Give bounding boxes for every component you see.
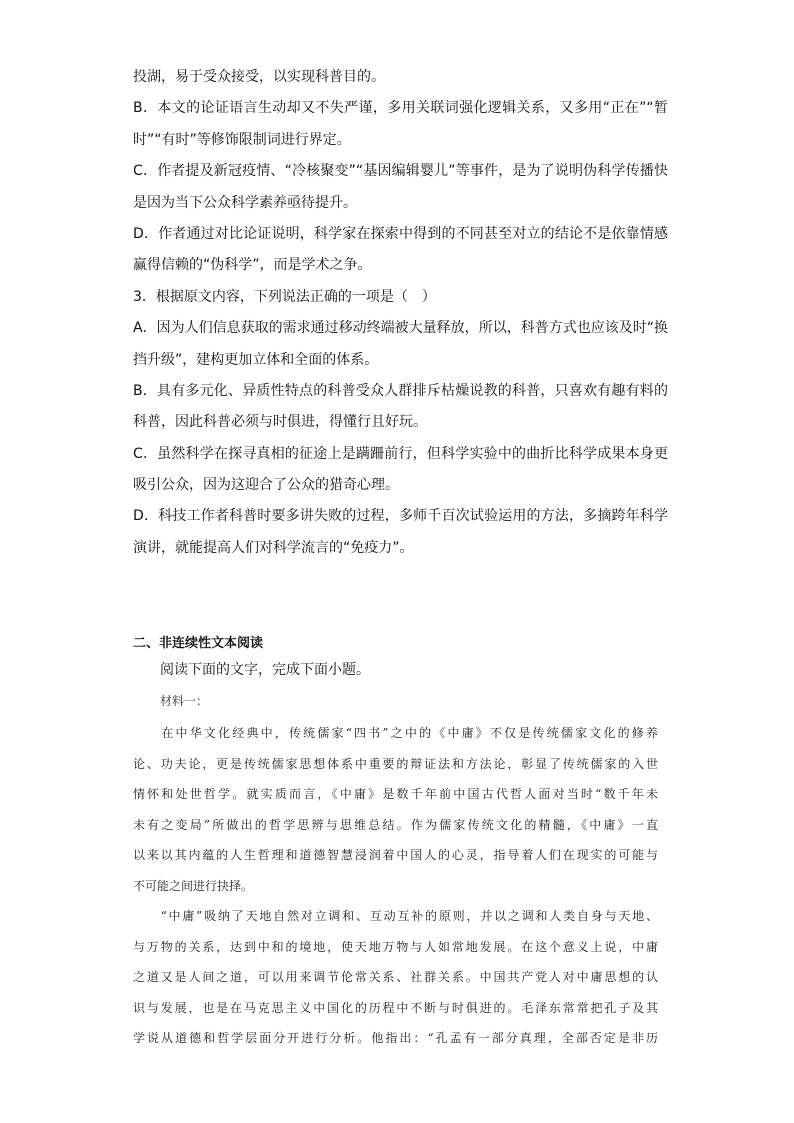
- option-text-line: 赢得信赖的“伪科学”，而是学术之争。: [133, 257, 372, 274]
- passage-line: 未有之变局”所做出的哲学思辨与思维总结。作为儒家传统文化的精髓，《中庸》一直: [133, 817, 658, 832]
- option-a-line: A．因为人们信息获取的需求通过移动终端被大量释放，所以，科普方式也应该及时“换: [133, 320, 668, 337]
- passage-line: 学说从道德和哲学层面分开进行分析。他指出：“孔孟有一部分真理，全部否定是非历: [133, 1031, 658, 1045]
- section-heading: 二、非连续性文本阅读: [133, 636, 264, 651]
- option-text-line: 演讲，就能提高人们对科学流言的“免疫力”。: [133, 539, 414, 556]
- passage-line: 论、功夫论，更是传统儒家思想体系中重要的辩证法和方法论，彰显了传统儒家的入世: [133, 756, 658, 771]
- question-options-block: [133, 62, 668, 564]
- option-b-line: B．具有多元化、异质性特点的科普受众人群排斥枯燥说教的科普，只喜欢有趣有料的: [133, 382, 668, 399]
- question-3-stem: 3．根据原文内容，下列说法正确的一项是（ ）: [133, 288, 436, 305]
- option-c-line: C．虽然科学在探寻真相的征途上是蹒跚前行，但科学实验中的曲折比科学成果本身更: [133, 445, 668, 462]
- passage-line: “中庸”吸纳了天地自然对立调和、互动互补的原则，并以之调和人类自身与天地、: [133, 909, 658, 923]
- option-d-line: D．作者通过对比论证说明，科学家在探索中得到的不同甚至对立的结论不是依靠情感: [133, 225, 668, 242]
- material-label: 材料一：: [160, 694, 209, 708]
- passage-line: 以来以其内蕴的人生哲理和道德智慧浸润着中国人的心灵，指导着人们在现实的可能与: [133, 848, 658, 862]
- option-b-line: B．本文的论证语言生动却又不失严谨，多用关联词强化逻辑关系，又多用“正在”“暂: [133, 100, 668, 117]
- passage-line: 识与发展，也是在马克思主义中国化的历程中不断与时俱进的。毛泽东常常把孔子及其: [133, 1000, 658, 1015]
- option-text-line: 投湖，易于受众接受，以实现科普目的。: [133, 69, 385, 85]
- option-text-line: 时”“有时”等修饰限制词进行界定。: [133, 131, 351, 148]
- option-text-line: 是因为当下公众科学素养亟待提升。: [133, 194, 357, 211]
- passage-line: 之道又是人间之道，可以用来调节伦常关系、社群关系。中国共产党人对中庸思想的认: [133, 970, 658, 984]
- option-text-line: 吸引公众，因为这迎合了公众的猎奇心理。: [133, 477, 399, 494]
- passage-line: 在中华文化经典中，传统儒家“四书”之中的《中庸》不仅是传统儒家文化的修养: [133, 726, 658, 740]
- option-d-line: D．科技工作者科普时要多讲失败的过程，多师千百次试验运用的方法，多摘跨年科学: [133, 508, 668, 525]
- option-text-line: 科普，因此科普必须与时俱进，得懂行且好玩。: [133, 414, 427, 431]
- section-instruction: 阅读下面的文字，完成下面小题。: [160, 662, 370, 678]
- option-text-line: 挡升级”，建构更加立体和全面的体系。: [133, 351, 379, 368]
- option-c-line: C．作者提及新冠疫情、“冷核聚变”“基因编辑婴儿”等事件，是为了说明伪科学传播快: [133, 163, 668, 180]
- material-passage: [133, 718, 658, 1054]
- passage-line: 情怀和处世哲学。就实质而言，《中庸》是数千年前中国古代哲人面对当时“数千年未: [133, 787, 658, 801]
- passage-line: 不可能之间进行抉择。: [133, 878, 254, 893]
- passage-line: 与万物的关系，达到中和的境地，使天地万物与人如常地发展。在这个意义上说，中庸: [133, 939, 658, 954]
